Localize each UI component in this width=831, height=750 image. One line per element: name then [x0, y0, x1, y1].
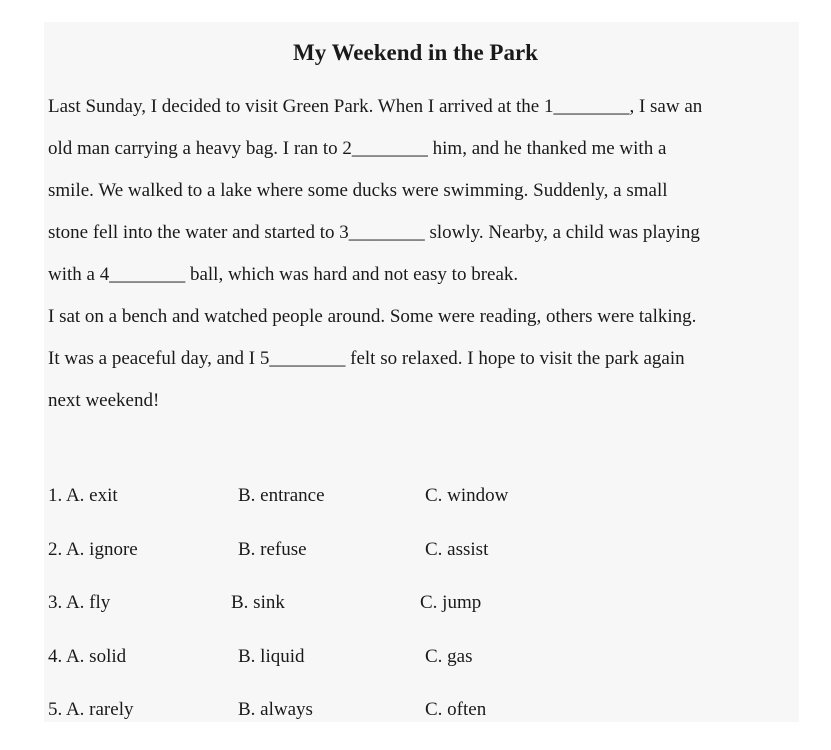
question-row-5	[48, 692, 748, 746]
passage-line: I sat on a bench and watched people around. Some were reading, others were talking.	[48, 306, 697, 327]
option-a: 4. A. solid	[48, 645, 127, 667]
option-b: B. refuse	[238, 538, 307, 560]
option-c: C. assist	[425, 538, 489, 560]
option-b: B. sink	[231, 592, 285, 613]
passage-line: old man carrying a heavy bag. I ran to 2________ him, and he thanked me with a	[48, 138, 667, 159]
passage-line: It was a peaceful day, and I 5________ felt so relaxed. I hope to visit the park again	[48, 348, 685, 369]
passage-line: with a 4________ ball, which was hard and not easy to break.	[48, 264, 519, 285]
passage-line: stone fell into the water and started to 3________ slowly. Nearby, a child was playing	[48, 222, 700, 243]
option-c: C. often	[425, 699, 487, 720]
question-row-1	[48, 478, 748, 532]
option-b: B. always	[238, 699, 313, 720]
passage	[48, 86, 808, 422]
page-title: My Weekend in the Park	[293, 40, 538, 65]
passage-line: smile. We walked to a lake where some ducks were swimming. Suddenly, a small	[48, 180, 668, 201]
question-row-2	[48, 532, 748, 586]
option-a: 1. A. exit	[48, 485, 118, 506]
question-row-3	[48, 585, 748, 639]
option-a: 5. A. rarely	[48, 699, 134, 720]
option-b: B. entrance	[238, 485, 325, 506]
question-row-4	[48, 639, 748, 693]
option-b: B. liquid	[238, 645, 305, 667]
option-c: C. jump	[420, 592, 482, 613]
option-a: 3. A. fly	[48, 592, 111, 613]
option-c: C. window	[425, 485, 509, 506]
option-a: 2. A. ignore	[48, 538, 138, 560]
answer-options	[48, 478, 748, 746]
passage-line: next weekend!	[48, 390, 160, 411]
passage-line: Last Sunday, I decided to visit Green Park. When I arrived at the 1________, I saw an	[48, 96, 703, 117]
option-c: C. gas	[425, 645, 473, 667]
